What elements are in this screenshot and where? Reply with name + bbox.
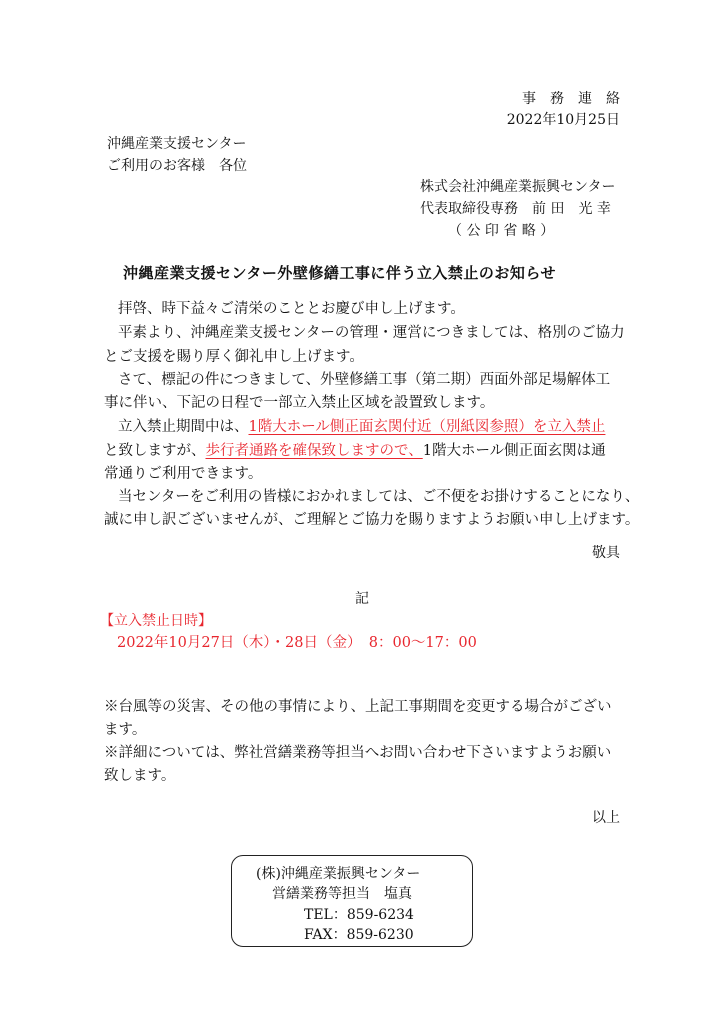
contact-box bbox=[231, 855, 473, 947]
body-para4-line1 bbox=[118, 416, 605, 440]
para4-mid: と致しますが、 bbox=[104, 443, 206, 459]
closing-ijou: 以上 bbox=[592, 810, 620, 826]
contact-department: 営繕業務等担当 塩真 bbox=[272, 886, 412, 902]
note-2-line2: 致します。 bbox=[104, 768, 176, 784]
contact-tel: TEL：859-6234 bbox=[304, 907, 414, 923]
para4-intro: 立入禁止期間中は、 bbox=[118, 419, 249, 435]
contact-fax: FAX：859-6230 bbox=[304, 927, 414, 943]
contact-company: (株)沖縄産業振興センター bbox=[256, 866, 421, 882]
period-label: 【立入禁止日時】 bbox=[100, 613, 212, 629]
note-2-line1: ※詳細については、弊社営繕業務等担当へお問い合わせ下さいますようお願い bbox=[104, 745, 612, 761]
ki-heading: 記 bbox=[355, 591, 369, 607]
body-para3-line1: さて、標記の件につきまして、外壁修繕工事（第二期）西面外部足場解体工 bbox=[118, 372, 611, 388]
para4-tail: 1階大ホール側正面玄関は通 bbox=[422, 443, 606, 459]
sender-representative: 代表取締役専務 前 田 光 幸 bbox=[420, 201, 611, 217]
body-greeting: 拝啓、時下益々ご清栄のこととお慶び申し上げます。 bbox=[118, 301, 465, 317]
note-1-line1: ※台風等の災害、その他の事情により、上記工事期間を変更する場合がござい bbox=[104, 699, 612, 715]
walkway-secured-highlight: 歩行者通路を確保致しますので、 bbox=[205, 443, 423, 459]
document-date: 2022年10月25日 bbox=[506, 112, 620, 128]
body-para5-line2: 誠に申し訳ございませんが、ご理解とご協力を賜りますようお願い申し上げます。 bbox=[104, 512, 640, 528]
notice-title: 沖縄産業支援センター外壁修繕工事に伴う立入禁止のお知らせ bbox=[123, 264, 556, 282]
body-para2-line1: 平素より、沖縄産業支援センターの管理・運営につきましては、格別のご協力 bbox=[118, 325, 625, 341]
document-type-label: 事 務 連 絡 bbox=[522, 91, 620, 107]
recipient-line-2: ご利用のお客様 各位 bbox=[107, 158, 247, 174]
recipient-line-1: 沖縄産業支援センター bbox=[107, 136, 247, 152]
closing-keigu: 敬具 bbox=[592, 545, 620, 561]
restricted-area-highlight: 1階大ホール側正面玄関付近（別紙図参照）を立入禁止 bbox=[248, 419, 606, 435]
body-para5-line1: 当センターをご利用の皆様におかれましては、ご不便をお掛けすることになり、 bbox=[118, 489, 640, 505]
body-para2-line2: とご支援を賜り厚く御礼申し上げます。 bbox=[104, 349, 364, 365]
note-1-line2: ます。 bbox=[104, 722, 147, 738]
body-para3-line2: 事に伴い、下記の日程で一部立入禁止区域を設置致します。 bbox=[104, 395, 495, 411]
period-value: 2022年10月27日（木）・28日（金） 8：00～17：00 bbox=[117, 635, 477, 651]
body-para4-line3: 常通りご利用できます。 bbox=[104, 466, 263, 482]
seal-omitted-note: （ 公 印 省 略 ） bbox=[448, 223, 555, 239]
body-para4-line2 bbox=[104, 440, 606, 464]
sender-company: 株式会社沖縄産業振興センター bbox=[420, 179, 616, 195]
